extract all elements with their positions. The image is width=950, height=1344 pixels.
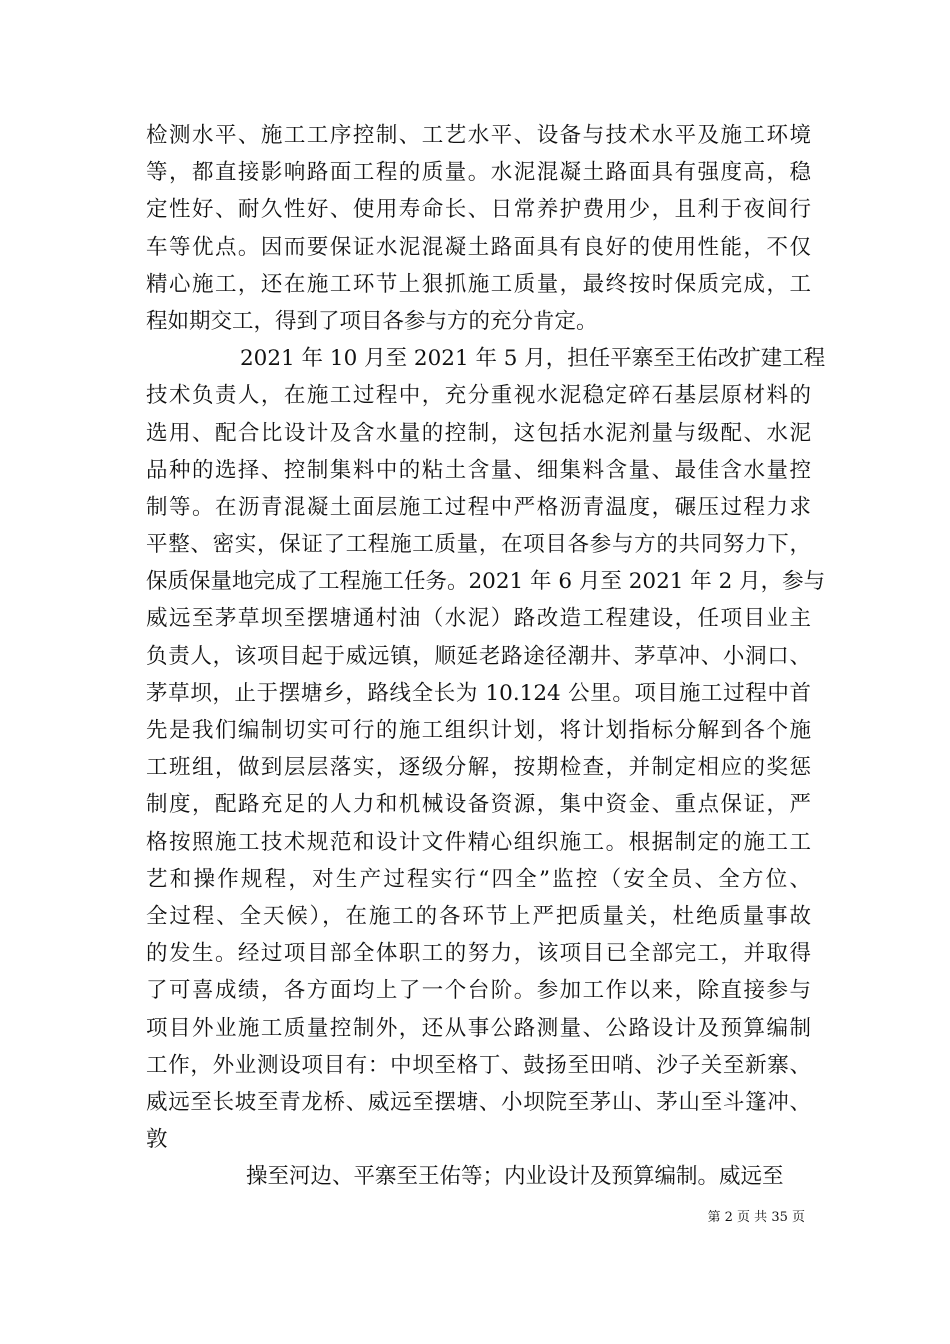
page-number-footer: 第 2 页 共 35 页 <box>707 1210 805 1225</box>
text-line: 项目外业施工质量控制外，还从事公路测量、公路设计及预算编制 <box>146 1015 811 1041</box>
text-line: 工作，外业测设项目有：中坝至格丁、鼓扬至田哨、沙子关至新寨、 <box>146 1052 811 1078</box>
text-line: 先是我们编制切实可行的施工组织计划，将计划指标分解到各个施 <box>146 718 811 743</box>
text-line: 茅草坝，止于摆塘乡，路线全长为 10.124 公里。项目施工过程中首 <box>146 680 811 706</box>
text-line: 品种的选择、控制集料中的粘土含量、细集料含量、最佳含水量控 <box>146 457 811 483</box>
text-line: 精心施工，还在施工环节上狠抓施工质量，最终按时保质完成，工 <box>146 271 811 297</box>
text-line: 负责人，该项目起于威远镇，顺延老路途径潮井、茅草冲、小洞口、 <box>146 643 811 669</box>
text-line: 制等。在沥青混凝土面层施工过程中严格沥青温度，碾压过程力求 <box>146 494 811 520</box>
text-line: 定性好、耐久性好、使用寿命长、日常养护费用少，且利于夜间行 <box>146 197 811 223</box>
text-line: 2021 年 10 月至 2021 年 5 月，担任平寨至王佑改扩建工程 <box>240 346 826 372</box>
text-line: 程如期交工，得到了项目各参与方的充分肯定。 <box>146 308 598 334</box>
text-line: 工班组，做到层层落实，逐级分解，按期检查，并制定相应的奖惩 <box>146 755 811 781</box>
text-line: 平整、密实，保证了工程施工质量，在项目各参与方的共同努力下， <box>146 532 811 558</box>
text-line: 操至河边、平寨至王佑等；内业设计及预算编制。威远至 <box>246 1164 784 1190</box>
text-line: 保质保量地完成了工程施工任务。2021 年 6 月至 2021 年 2 月，参与 <box>146 569 826 595</box>
text-line: 技术负责人，在施工过程中，充分重视水泥稳定碎石基层原材料的 <box>146 383 811 409</box>
text-line: 等，都直接影响路面工程的质量。水泥混凝土路面具有强度高，稳 <box>146 160 811 186</box>
text-line: 全过程、全天候），在施工的各环节上严把质量关，杜绝质量事故 <box>146 903 811 929</box>
text-line: 选用、配合比设计及含水量的控制，这包括水泥剂量与级配、水泥 <box>146 420 811 446</box>
text-line: 车等优点。因而要保证水泥混凝土路面具有良好的使用性能，不仅 <box>146 234 811 260</box>
text-line: 制度，配路充足的人力和机械设备资源，集中资金、重点保证，严 <box>146 792 811 818</box>
text-line: 的发生。经过项目部全体职工的努力，该项目已全部完工，并取得 <box>146 941 811 967</box>
text-line: 威远至长坡至青龙桥、威远至摆塘、小坝院至茅山、茅山至斗篷冲、 <box>146 1089 811 1115</box>
text-line: 检测水平、施工工序控制、工艺水平、设备与技术水平及施工环境 <box>146 123 811 148</box>
text-line: 艺和操作规程，对生产过程实行“四全”监控（安全员、全方位、 <box>146 866 811 892</box>
text-line: 威远至茅草坝至摆塘通村油（水泥）路改造工程建设，任项目业主 <box>146 606 811 632</box>
text-line: 格按照施工技术规范和设计文件精心组织施工。根据制定的施工工 <box>146 829 811 855</box>
text-line: 了可喜成绩，各方面均上了一个台阶。参加工作以来，除直接参与 <box>146 978 811 1004</box>
body-text <box>146 117 826 1195</box>
text-line: 敦 <box>146 1127 168 1153</box>
